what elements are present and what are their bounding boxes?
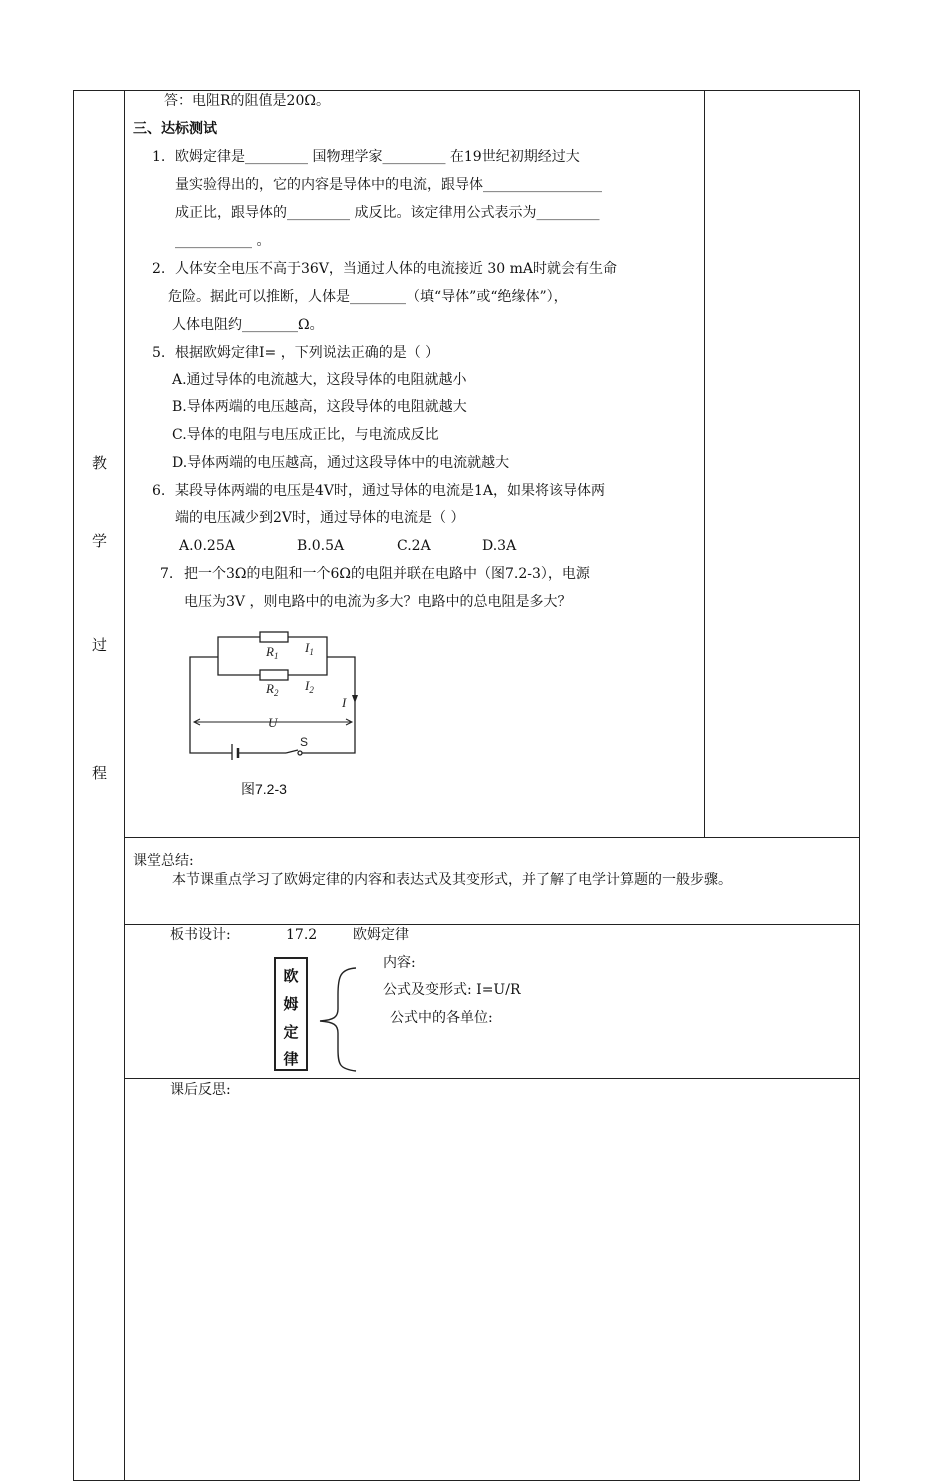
question-2-line: 人体电阻约________Ω。	[172, 317, 324, 333]
lower-branch-wire	[218, 657, 260, 675]
reflection-top-border	[124, 1078, 860, 1079]
current-arrow	[352, 695, 358, 703]
question-2-line: 人体安全电压不高于36V，当通过人体的电流接近 30 mA时就会有生命	[175, 261, 618, 277]
question-5-option: B.导体两端的电压越高，这段导体的电阻就越大	[172, 399, 467, 415]
question-6-option: D.3A	[482, 538, 517, 554]
circuit-diagram	[180, 615, 380, 760]
table-right-border	[859, 90, 860, 1481]
switch-blade	[286, 750, 298, 753]
question-number: 1.	[152, 149, 166, 165]
label-i: I	[342, 695, 347, 710]
reflection-label: 课后反思:	[170, 1082, 231, 1098]
board-box-char: 律	[283, 1050, 299, 1068]
resistor-r2	[260, 670, 288, 680]
board-label: 板书设计:	[170, 927, 231, 943]
question-6-option: A.0.25A	[179, 538, 235, 554]
board-item-formula: 公式及变形式: I=U/R	[383, 982, 521, 998]
board-item-units: 公式中的各单位:	[390, 1010, 493, 1026]
notes-column-border	[704, 90, 705, 837]
question-1-line: 成正比，跟导体的_________ 成反比。该定律用公式表示为_________	[175, 205, 600, 221]
figure-caption: 图7.2-3	[241, 781, 287, 797]
board-top-border	[124, 924, 860, 925]
label-i1: $I_1$	[305, 640, 314, 657]
question-2-line: 危险。据此可以推断，人体是________（填“导体”或“绝缘体”），	[168, 289, 568, 305]
side-label-char: 学	[92, 532, 108, 550]
question-number: 7.	[160, 566, 174, 582]
question-7-line: 电压为3V ，则电路中的电流为多大？电路中的总电阻是多大？	[184, 594, 572, 610]
label-s: S	[300, 735, 309, 749]
label-r1: $R_1$	[266, 644, 279, 661]
board-box-char: 定	[283, 1023, 299, 1041]
question-5-option: D.导体两端的电压越高，通过这段导体中的电流就越大	[172, 455, 510, 471]
question-6-line: 端的电压减少到2V时，通过导体的电流是（ ）	[175, 510, 465, 526]
summary-label: 课堂总结:	[133, 853, 194, 869]
board-number: 17.2	[286, 927, 318, 943]
side-label-char: 程	[92, 764, 108, 782]
switch-terminal	[298, 751, 302, 755]
side-label-char: 教	[92, 454, 108, 472]
question-1-line: 欧姆定律是_________ 国物理学家_________ 在19世纪初期经过大	[175, 149, 580, 165]
question-6-line: 某段导体两端的电压是4V时，通过导体的电流是1A，如果将该导体两	[175, 483, 606, 499]
question-7-line: 把一个3Ω的电阻和一个6Ω的电阻并联在电路中（图7.2-3），电源	[184, 566, 590, 582]
lower-branch-wire-right	[288, 657, 327, 675]
section-title: 三、达标测试	[133, 121, 217, 137]
question-1-line: 量实验得出的，它的内容是导体中的电流，跟导体_________________	[175, 177, 602, 193]
answer-line: 答：电阻R的阻值是20Ω。	[164, 93, 330, 109]
right-outer-wire	[302, 657, 355, 753]
resistor-r1	[260, 632, 288, 642]
label-column-border	[124, 90, 125, 1481]
question-number: 5.	[152, 345, 166, 361]
question-number: 2.	[152, 261, 166, 277]
question-5-option: A.通过导体的电流越大，这段导体的电阻就越小	[172, 372, 467, 388]
question-1-line: ___________ 。	[175, 233, 271, 249]
label-u: U	[268, 715, 278, 730]
question-6-option: C.2A	[397, 538, 431, 554]
question-6-option: B.0.5A	[297, 538, 345, 554]
board-box-char: 姆	[283, 995, 299, 1013]
summary-top-border	[124, 837, 860, 838]
left-outer-wire	[190, 657, 232, 753]
board-box-char: 欧	[283, 967, 299, 985]
table-left-border	[73, 90, 74, 1481]
label-r2: $R_2$	[266, 681, 279, 698]
question-number: 6.	[152, 483, 166, 499]
upper-branch-wire	[218, 637, 260, 657]
side-label-char: 过	[92, 636, 108, 654]
board-item-content: 内容:	[383, 955, 416, 971]
board-title: 欧姆定律	[353, 927, 409, 943]
label-i2: $I_2$	[305, 678, 314, 695]
question-5-stem: 根据欧姆定律I= ，下列说法正确的是（ ）	[175, 345, 440, 361]
board-title-box	[274, 957, 308, 1071]
summary-text: 本节课重点学习了欧姆定律的内容和表达式及其变形式，并了解了电学计算题的一般步骤。	[172, 872, 732, 888]
question-5-option: C.导体的电阻与电压成正比，与电流成反比	[172, 427, 439, 443]
curly-brace	[316, 965, 366, 1075]
